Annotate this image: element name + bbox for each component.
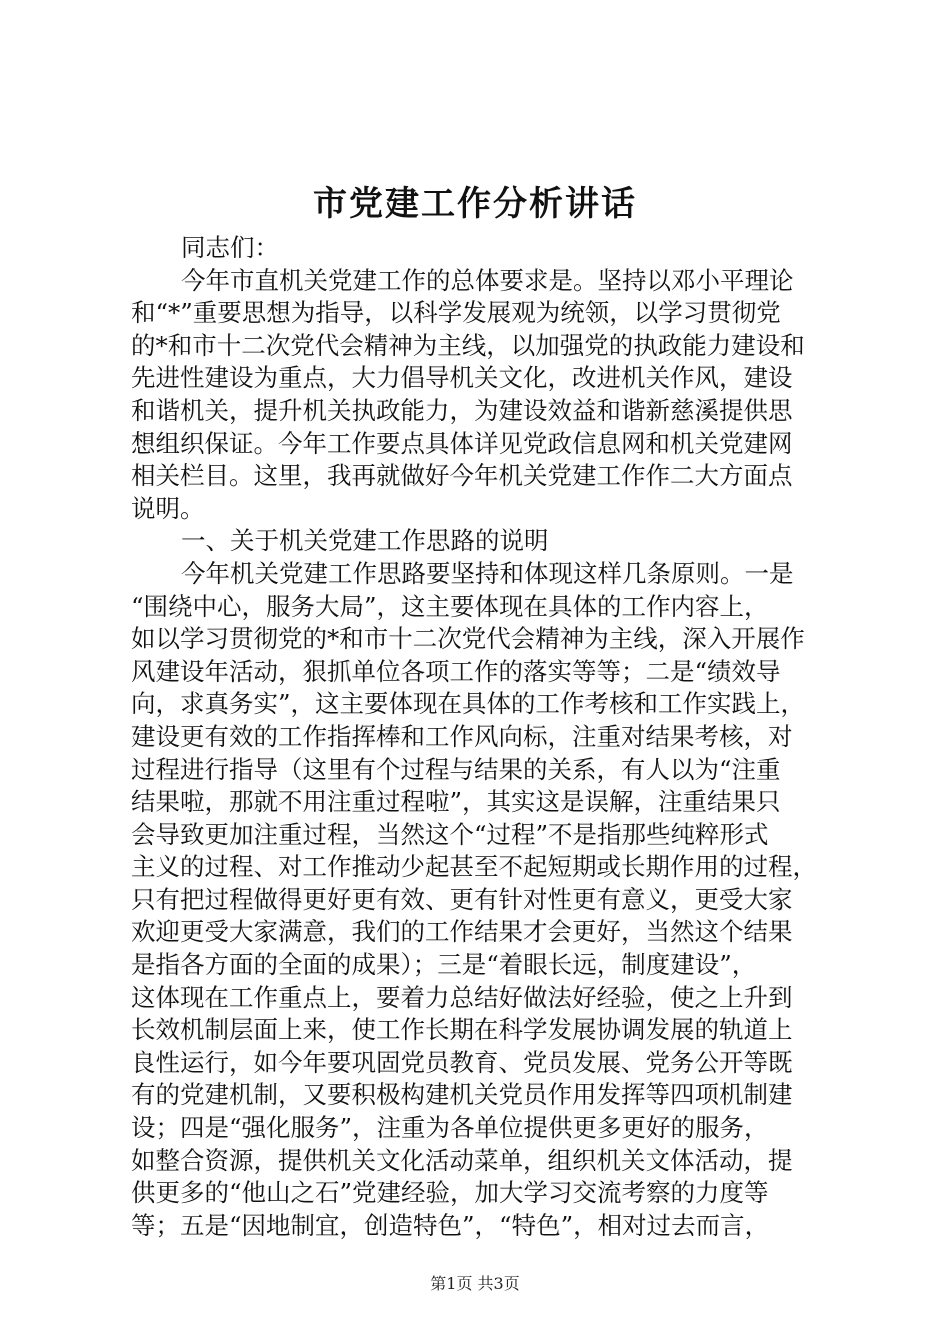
body-line: 今年市直机关党建工作的总体要求是。坚持以邓小平理论 [181, 265, 794, 295]
body-line: 建设更有效的工作指挥棒和工作风向标，注重对结果考核，对 [131, 721, 793, 751]
body-line: 和“*”重要思想为指导，以科学发展观为统领，以学习贯彻党 [131, 298, 781, 328]
body-line: 欢迎更受大家满意，我们的工作结果才会更好，当然这个结果 [131, 917, 793, 947]
body-line: 长效机制层面上来，使工作长期在科学发展协调发展的轨道上 [131, 1015, 793, 1045]
body-line: 如以学习贯彻党的*和市十二次党代会精神为主线，深入开展作 [131, 624, 805, 654]
body-line: 过程进行指导（这里有个过程与结果的关系，有人以为“注重 [131, 754, 781, 784]
document-body [131, 232, 843, 1242]
body-line: 等；五是“因地制宜，创造特色”，“特色”，相对过去而言， [131, 1210, 770, 1240]
body-line: 的*和市十二次党代会精神为主线，以加强党的执政能力建设和 [131, 330, 805, 360]
salutation-line: 同志们： [181, 233, 279, 262]
body-line: “围绕中心，服务大局”，这主要体现在具体的工作内容上， [131, 591, 769, 621]
body-line: 想组织保证。今年工作要点具体详见党政信息网和机关党建网 [131, 428, 793, 458]
body-line: 会导致更加注重过程，当然这个“过程”不是指那些纯粹形式 [131, 819, 769, 849]
body-line: 是指各方面的全面的成果）；三是“着眼长远，制度建设”， [131, 950, 757, 980]
document-title: 市党建工作分析讲话 [313, 184, 637, 224]
body-line: 和谐机关，提升机关执政能力，为建设效益和谐新慈溪提供思 [131, 395, 793, 425]
body-line: 供更多的“他山之石”党建经验，加大学习交流考察的力度等 [131, 1178, 769, 1208]
body-line: 设；四是“强化服务”，注重为各单位提供更多更好的服务， [131, 1113, 769, 1143]
body-line: 这体现在工作重点上，要着力总结好做法好经验，使之上升到 [131, 982, 793, 1012]
body-line: 风建设年活动，狠抓单位各项工作的落实等等；二是“绩效导 [131, 656, 781, 686]
body-line: 如整合资源，提供机关文化活动菜单，组织机关文体活动，提 [131, 1145, 793, 1175]
body-line: 先进性建设为重点，大力倡导机关文化，改进机关作风，建设 [131, 363, 793, 393]
body-line: 主义的过程、对工作推动少起甚至不起短期或长期作用的过程， [131, 852, 817, 882]
body-line: 相关栏目。这里，我再就做好今年机关党建工作作二大方面点 [131, 461, 793, 491]
body-line: 说明。 [131, 493, 205, 523]
section-heading: 一、关于机关党建工作思路的说明 [181, 526, 549, 556]
page-number: 第1页 共3页 [430, 1274, 520, 1293]
body-line: 只有把过程做得更好更有效、更有针对性更有意义，更受大家 [131, 884, 793, 914]
body-line: 有的党建机制，又要积极构建机关党员作用发挥等四项机制建 [131, 1080, 793, 1110]
body-line: 良性运行，如今年要巩固党员教育、党员发展、党务公开等既 [131, 1047, 793, 1077]
body-line: 今年机关党建工作思路要坚持和体现这样几条原则。一是 [181, 558, 794, 588]
body-line: 结果啦，那就不用注重过程啦”，其实这是误解，注重结果只 [131, 787, 781, 817]
body-line: 向，求真务实”，这主要体现在具体的工作考核和工作实践上， [131, 689, 806, 719]
